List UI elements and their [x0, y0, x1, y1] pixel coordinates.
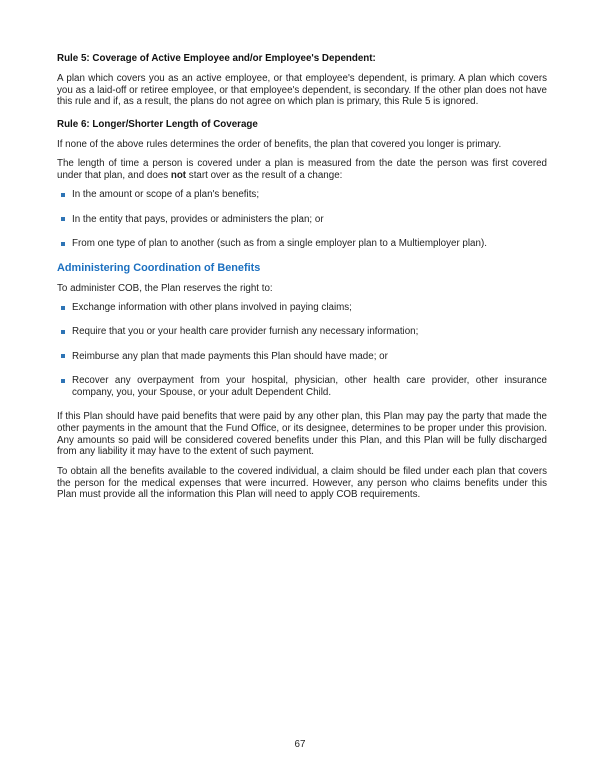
page-number: 67 [294, 739, 306, 750]
rule6-heading: Rule 6: Longer/Shorter Length of Coverage [57, 119, 258, 131]
list-item [57, 238, 547, 250]
rule6-paragraph-2-bold-word: not [170, 170, 187, 182]
bullet-icon [61, 354, 65, 358]
list-item [57, 375, 547, 399]
rule6-paragraph-1: If none of the above rules determines the order of benefits, the plan that covered you longer is primary. [57, 138, 502, 150]
list-item [57, 326, 547, 338]
rule5-heading: Rule 5: Coverage of Active Employee and/or Employee's Dependent: [57, 53, 376, 64]
administering-cob-heading: Administering Coordination of Benefits [57, 262, 261, 275]
list-item-text: In the amount or scope of a plan's benefits; [72, 189, 260, 201]
list-item [57, 351, 547, 363]
bullet-icon [61, 306, 65, 310]
administering-cob-paragraph-2: To obtain all the benefits available to the covered individual, a claim should be filed under each plan that covers the person for the medical expenses that were incurred. However, any person who claims benefits under this Plan must provide all the information this Plan will need to apply COB requirements. [57, 465, 547, 501]
list-item [57, 214, 547, 226]
administering-cob-bullet-list [57, 302, 547, 398]
list-item [57, 189, 547, 201]
rule6-paragraph-2-text-start: The length of time a person is covered under a plan is measured from the date the person was first covered under that plan, and does [57, 158, 547, 182]
administering-cob-intro: To administer COB, the Plan reserves the right to: [57, 282, 273, 294]
administering-cob-paragraph-1: If this Plan should have paid benefits that were paid by any other plan, this Plan may pay the party that made the other payments in the amount that the Fund Office, or its designee, determines to be proper under this provision. Any amounts so paid will be considered covered benefits under this Plan, and this Plan will be fully discharged from any liability it may have to the extent of such payment. [57, 411, 547, 458]
rule6-paragraph-2 [57, 158, 547, 182]
rule6-bullet-list [57, 189, 547, 249]
list-item [57, 302, 547, 314]
rule5-body-paragraph: A plan which covers you as an active employee, or that employee's dependent, is primary. A plan which covers you as a laid-off or retiree employee, or that employee's dependent, is secondary. If the other plan does not have this rule and if, as a result, the plans do not agree on which plan is primary, this Rule 5 is ignored. [57, 72, 547, 108]
list-item-text: Require that you or your health care provider furnish any necessary information; [72, 326, 419, 338]
list-item-text: From one type of plan to another (such as from a single employer plan to a Multiemployer plan). [72, 237, 487, 249]
rule6-paragraph-2-text-end: start over as the result of a change: [186, 170, 343, 182]
list-item-text: Recover any overpayment from your hospital, physician, other health care provider, other insurance company, you, your Spouse, or your adult Dependent Child. [72, 374, 547, 398]
list-item-text: Exchange information with other plans involved in paying claims; [72, 302, 352, 314]
bullet-icon [61, 242, 65, 246]
list-item-text: In the entity that pays, provides or administers the plan; or [72, 213, 324, 225]
bullet-icon [61, 330, 65, 334]
bullet-icon [61, 217, 65, 221]
page-content [57, 53, 547, 509]
bullet-icon [61, 193, 65, 197]
bullet-icon [61, 379, 65, 383]
list-item-text: Reimburse any plan that made payments this Plan should have made; or [72, 350, 388, 362]
